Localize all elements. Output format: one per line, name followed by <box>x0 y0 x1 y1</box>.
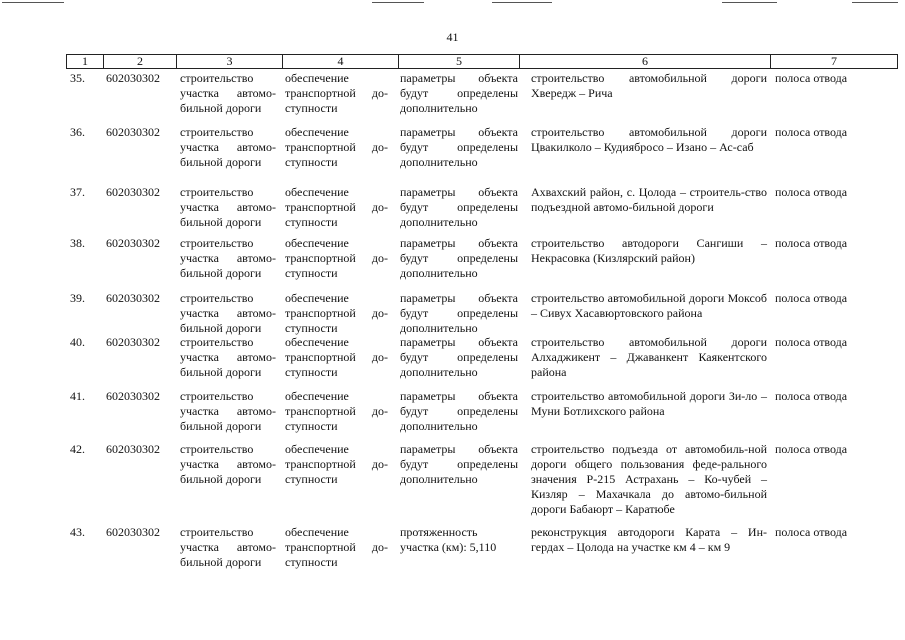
object-parameters: параметры объекта будут определены дополнительно <box>400 71 518 115</box>
object-description: строительство автомобильной дороги Моксоб – Сивух Хасавюртовского района <box>531 291 767 320</box>
object-code: 602030302 <box>106 389 160 403</box>
zone-type: полоса отвода <box>775 335 848 349</box>
column-header: 3 <box>177 55 283 69</box>
object-purpose: обеспечение транспортной до-ступности <box>285 125 388 169</box>
row-number: 35. <box>70 71 85 85</box>
object-parameters: параметры объекта будут определены дополнительно <box>400 442 518 486</box>
object-code: 602030302 <box>106 71 160 85</box>
scan-edge-line <box>722 2 777 3</box>
row-number: 40. <box>70 335 85 349</box>
object-code: 602030302 <box>106 125 160 139</box>
column-header: 1 <box>67 55 104 69</box>
object-purpose: обеспечение транспортной до-ступности <box>285 71 388 115</box>
object-code: 602030302 <box>106 185 160 199</box>
object-purpose: обеспечение транспортной до-ступности <box>285 185 388 229</box>
object-type: строительство участка автомо-бильной дороги <box>180 71 276 115</box>
object-purpose: обеспечение транспортной до-ступности <box>285 389 388 433</box>
object-type: строительство участка автомо-бильной дороги <box>180 291 276 335</box>
row-number: 37. <box>70 185 85 199</box>
object-description: реконструкция автодороги Карата – Ин-гердах – Цолода на участке км 4 – км 9 <box>531 525 767 554</box>
scan-edge-line <box>852 2 898 3</box>
object-type: строительство участка автомо-бильной дороги <box>180 185 276 229</box>
object-parameters: параметры объекта будут определены дополнительно <box>400 185 518 229</box>
object-code: 602030302 <box>106 442 160 456</box>
object-purpose: обеспечение транспортной до-ступности <box>285 525 388 569</box>
object-parameters: параметры объекта будут определены дополнительно <box>400 389 518 433</box>
zone-type: полоса отвода <box>775 389 848 403</box>
object-code: 602030302 <box>106 291 160 305</box>
object-description: строительство автомобильной дороги Зи-ло – Муни Ботлихского района <box>531 389 767 418</box>
row-number: 39. <box>70 291 85 305</box>
row-number: 41. <box>70 389 85 403</box>
column-number-header <box>66 54 898 69</box>
column-header: 4 <box>283 55 399 69</box>
row-number: 38. <box>70 236 85 250</box>
row-number: 42. <box>70 442 85 456</box>
object-type: строительство участка автомо-бильной дороги <box>180 236 276 280</box>
object-parameters: параметры объекта будут определены дополнительно <box>400 236 518 280</box>
object-parameters: параметры объекта будут определены дополнительно <box>400 125 518 169</box>
object-parameters: параметры объекта будут определены дополнительно <box>400 335 518 379</box>
object-type: строительство участка автомо-бильной дороги <box>180 125 276 169</box>
zone-type: полоса отвода <box>775 442 848 456</box>
object-purpose: обеспечение транспортной до-ступности <box>285 236 388 280</box>
object-description: строительство автомобильной дороги Цвакилколо – Кудиябросо – Изано – Ас-саб <box>531 125 767 154</box>
zone-type: полоса отвода <box>775 291 848 305</box>
zone-type: полоса отвода <box>775 236 848 250</box>
object-description: строительство автодороги Сангиши – Некрасовка (Кизлярский район) <box>531 236 767 265</box>
object-code: 602030302 <box>106 525 160 539</box>
object-description: строительство подъезда от автомобиль-ной дороги общего пользования феде-рального значения Р-215 Астрахань – Ко-чубей – Кизляр – Махачкала до автомо-бильной дороги Бабаюрт – Каратюбе <box>531 442 767 516</box>
page-number: 41 <box>446 30 459 44</box>
object-type: строительство участка автомо-бильной дороги <box>180 335 276 379</box>
object-parameters: параметры объекта будут определены дополнительно <box>400 291 518 335</box>
object-parameters: протяженность участка (км): 5,110 <box>400 525 497 554</box>
object-description: строительство автомобильной дороги Хвередж – Рича <box>531 71 767 100</box>
row-number: 36. <box>70 125 85 139</box>
object-code: 602030302 <box>106 236 160 250</box>
scan-edge-line <box>372 2 424 3</box>
object-purpose: обеспечение транспортной до-ступности <box>285 335 388 379</box>
object-type: строительство участка автомо-бильной дороги <box>180 442 276 486</box>
object-type: строительство участка автомо-бильной дороги <box>180 389 276 433</box>
object-code: 602030302 <box>106 335 160 349</box>
zone-type: полоса отвода <box>775 525 848 539</box>
row-number: 43. <box>70 525 85 539</box>
column-header: 7 <box>771 55 898 69</box>
zone-type: полоса отвода <box>775 125 848 139</box>
column-header: 2 <box>104 55 177 69</box>
object-type: строительство участка автомо-бильной дороги <box>180 525 276 569</box>
column-header: 6 <box>520 55 771 69</box>
object-description: Ахвахский район, с. Цолода – строитель-ство подъездной автомо-бильной дороги <box>531 185 767 214</box>
object-purpose: обеспечение транспортной до-ступности <box>285 291 388 335</box>
zone-type: полоса отвода <box>775 71 848 85</box>
scan-edge-line <box>2 2 64 3</box>
column-header: 5 <box>399 55 520 69</box>
scan-edge-line <box>492 2 552 3</box>
zone-type: полоса отвода <box>775 185 848 199</box>
object-description: строительство автомобильной дороги Алхаджикент – Джаванкент Каякентского района <box>531 335 767 379</box>
object-purpose: обеспечение транспортной до-ступности <box>285 442 388 486</box>
